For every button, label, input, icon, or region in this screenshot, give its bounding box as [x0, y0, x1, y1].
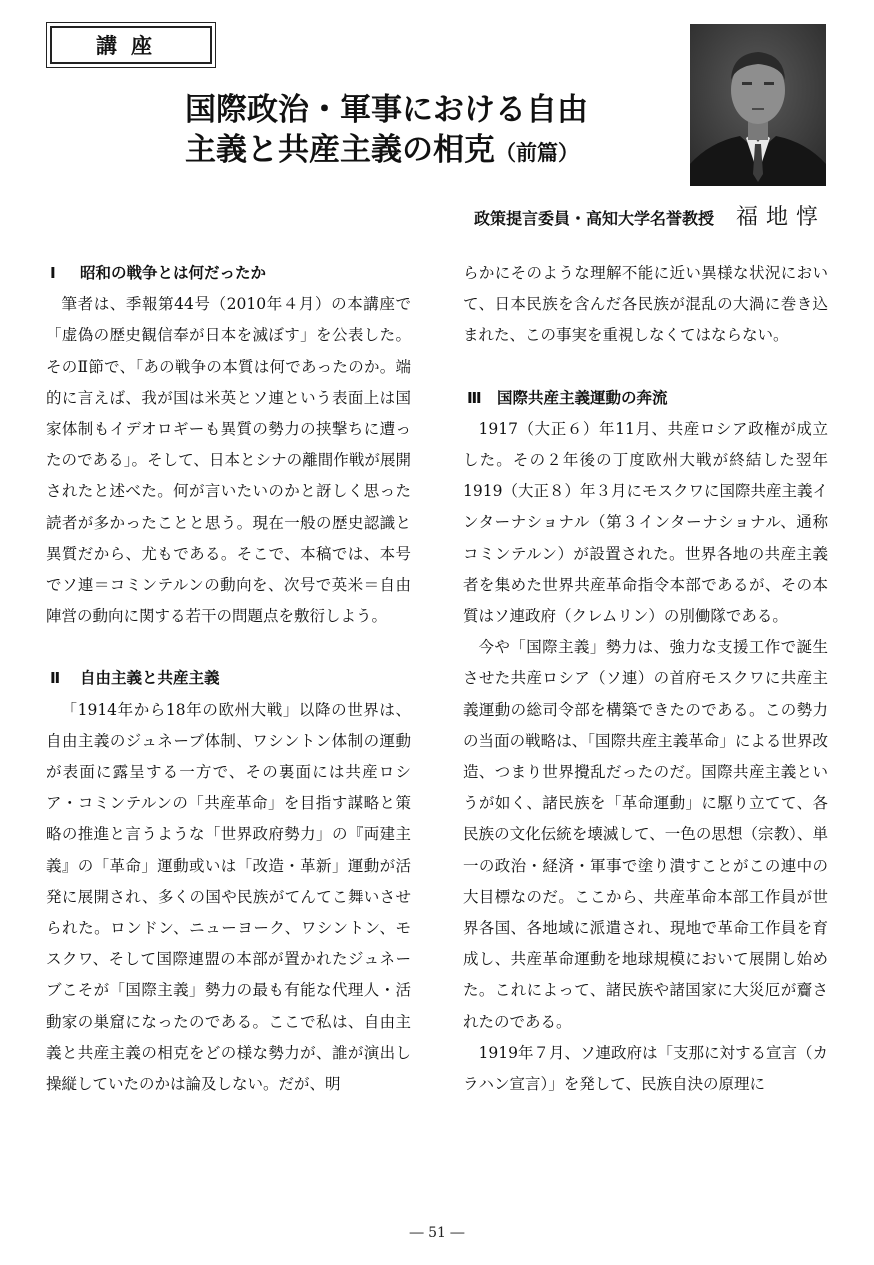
section-3-paragraph-2: 今や「国際主義」勢力は、強力な支援工作で誕生させた共産ロシア（ソ連）の首府モスクワに共産主義運動の総司令部を構築できたのである。この勢力の当面の戦略は、「国際共産主義革命」による世界改造、つまり世界攪乱だったのだ。国際共産主義というが如く、諸民族を「革命運動」に駆り立てて、各民族の文化伝統を壊滅して、一色の思想（宗教）、単一の政治・経済・軍事で塗り潰すことがこの連中の大目標なのだ。ここから、共産革命本部工作員が世界各国、各地域に派遣され、現地で革命工作員を育成し、共産革命運動を地球規模において展開し始めた。これによって、諸民族や諸国家に大災厄が齎されたのである。 [463, 638, 828, 1031]
section-heading-1 [46, 258, 411, 289]
section-1-paragraph: 筆者は、季報第44号（2010年４月）の本講座で「虚偽の歴史観信奉が日本を滅ぼす」を公表した。そのⅡ節で、「あの戦争の本質は何であったのか。端的に言えば、我が国は米英とソ連という表面上は国家体制もイデオロギーも異質の勢力の挟撃ちに遭ったのである」。そして、日本とシナの離間作戦が展開されたと述べた。何が言いたいのかと訝しく思った読者が多かったことと思う。現在一般の歴史認識と異質だから、尤もである。そこで、本稿では、本号でソ連＝コミンテルンの動向を、次号で英米＝自由陣営の動向に関する若干の問題点を敷衍しよう。 [46, 295, 411, 626]
section-title-1: 昭和の戦争とは何だったか [80, 264, 267, 282]
section-3-paragraph-1: 1917（大正６）年11月、共産ロシア政権が成立した。その２年後の丁度欧州大戦が終結した翌年1919（大正８）年３月にモスクワに国際共産主義インターナショナル（第３インターナショナル、通称コミンテルン）が設置された。世界各地の共産主義者を集めた世界共産革命指令本部であるが、その本質はソ連政府（クレムリン）の別働隊である。 [463, 419, 828, 626]
author-affiliation: 政策提言委員・高知大学名誉教授 [473, 209, 714, 228]
title-suffix: （前篇） [495, 140, 579, 165]
title-line-2 [185, 130, 645, 173]
section-title-3: 国際共産主義運動の奔流 [497, 388, 668, 407]
section-number-1: Ⅰ [50, 264, 56, 282]
section-heading-2 [46, 663, 411, 694]
title-line-2-main: 主義と共産主義の相克 [185, 132, 495, 168]
author-name: 福地惇 [735, 205, 826, 230]
author-photo [690, 24, 826, 186]
section-2-paragraph: 「1914年から18年の欧州大戦」以降の世界は、自由主義のジュネーブ体制、ワシントン体制の運動が表面に露呈する一方で、その裏面には共産ロシア・コミンテルンの「共産革命」を目指す謀略と策略の推進と言うような「世界政府勢力」の『両建主義』の「革命」運動或いは「改造・革新」運動が活発に展開され、多くの国や民族がてんてこ舞いさせられた。ロンドン、ニューヨーク、ワシントン、モスクワ、そして国際連盟の本部が置かれたジュネーブこそが「国際主義」勢力の最も有能な代理人・活動家の巣窟になったのである。ここで私は、自由主義と共産主義の相克をどの様な勢力が、誰が演出し操縦していたのかは論及しない。だが、明 [46, 700, 411, 1094]
section-3-paragraph-3: 1919年７月、ソ連政府は「支那に対する宣言（カラハン宣言）」を発して、民族自決の原理に [463, 1043, 828, 1094]
title-line-1: 国際政治・軍事における自由 [185, 92, 588, 128]
section-title-2: 自由主義と共産主義 [80, 669, 220, 688]
page-number: ― 51 ― [409, 1225, 465, 1241]
author-line [474, 200, 826, 231]
article-title [185, 90, 645, 173]
column-label: 講座 [50, 26, 212, 64]
right-column [463, 258, 828, 1100]
section-heading-3 [463, 383, 828, 414]
section-number-3: Ⅲ [467, 388, 482, 407]
section-number-2: Ⅱ [50, 669, 61, 688]
section-2-paragraph-continued: らかにそのような理解不能に近い異様な状況において、日本民族を含んだ各民族が混乱の大渦に巻き込まれた、この事実を重視しなくてはならない。 [463, 264, 828, 345]
author-portrait-image [690, 24, 826, 186]
column-label-box [46, 22, 216, 68]
left-column [46, 258, 411, 1100]
